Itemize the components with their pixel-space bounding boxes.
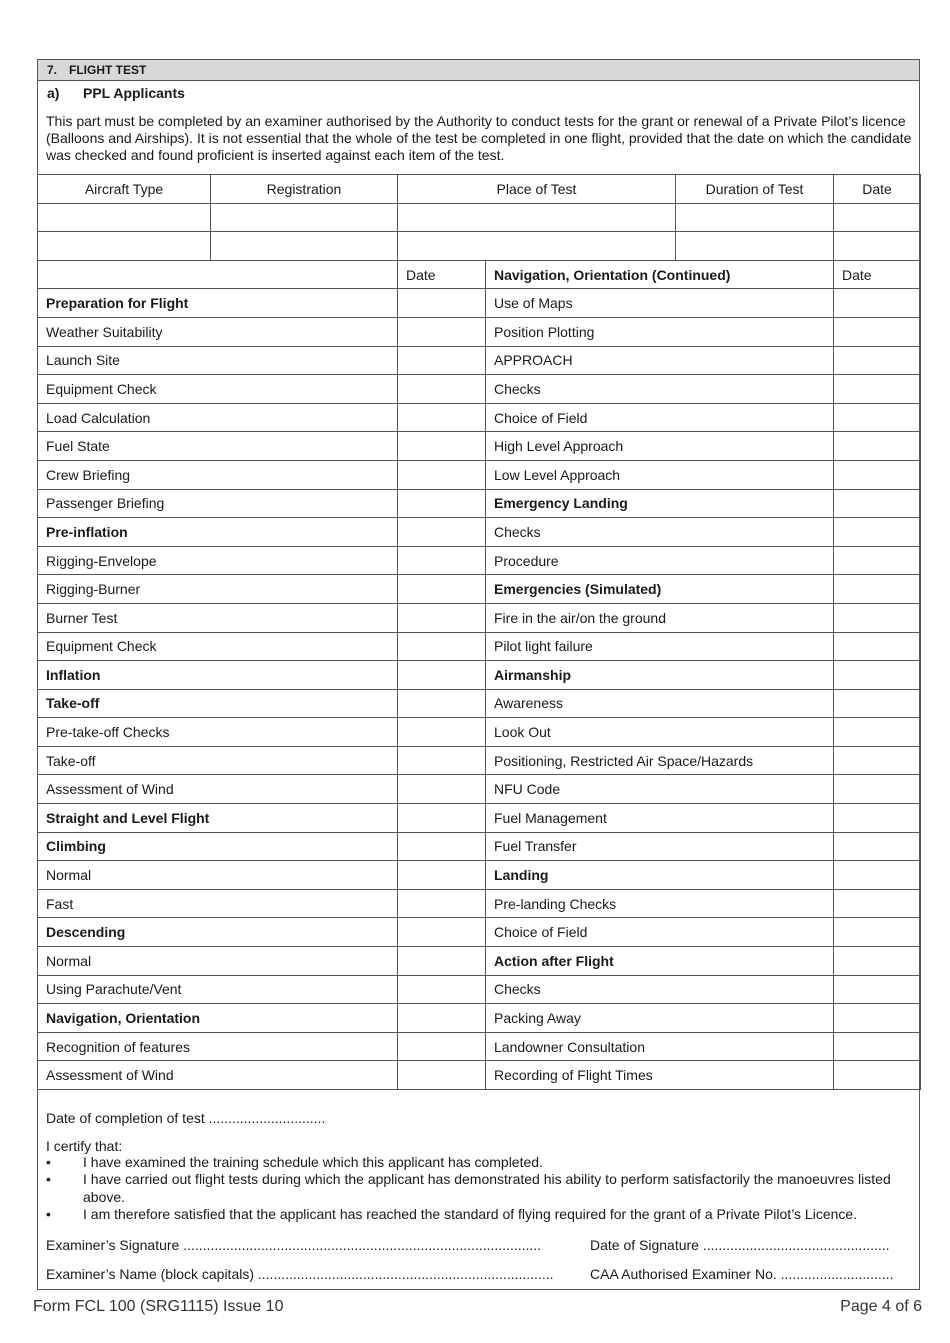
checklist-row xyxy=(38,947,921,976)
left-date-cell[interactable] xyxy=(398,603,486,632)
right-section-title: Navigation, Orientation (Continued) xyxy=(486,260,834,289)
checklist-item-left: Rigging-Envelope xyxy=(38,546,398,575)
checklist-item-right: Fuel Management xyxy=(486,804,834,833)
checklist-item-right: Awareness xyxy=(486,689,834,718)
left-date-cell[interactable] xyxy=(398,861,486,890)
checklist-item-right: Landowner Consultation xyxy=(486,1032,834,1061)
right-date-cell[interactable] xyxy=(834,1061,921,1090)
completion-date-line[interactable]: Date of completion of test .............................. xyxy=(46,1110,326,1126)
right-date-cell[interactable] xyxy=(834,746,921,775)
aircraft-type-header: Aircraft Type xyxy=(38,175,211,204)
left-date-cell[interactable] xyxy=(398,346,486,375)
right-date-cell[interactable] xyxy=(834,861,921,890)
left-date-cell[interactable] xyxy=(398,975,486,1004)
checklist-item-right: Checks xyxy=(486,518,834,547)
left-date-header: Date xyxy=(398,260,486,289)
certify-item: • I have carried out flight tests during which the applicant has demonstrated his ability to perform satisfactorily the manoeuvres listed above. xyxy=(46,1171,891,1205)
checklist-item-left: Pre-take-off Checks xyxy=(38,718,398,747)
checklist-item-right: Checks xyxy=(486,975,834,1004)
left-date-cell[interactable] xyxy=(398,947,486,976)
section-header xyxy=(38,60,919,81)
checklist-item-right: Pre-landing Checks xyxy=(486,889,834,918)
right-date-cell[interactable] xyxy=(834,947,921,976)
checklist-item-left: Fuel State xyxy=(38,432,398,461)
right-date-cell[interactable] xyxy=(834,775,921,804)
section-title: FLIGHT TEST xyxy=(69,63,147,77)
checklist-item-right: Low Level Approach xyxy=(486,460,834,489)
duration-cell[interactable] xyxy=(676,203,834,232)
left-date-cell[interactable] xyxy=(398,661,486,690)
checklist-row xyxy=(38,575,921,604)
checklist-item-left: Preparation for Flight xyxy=(38,289,398,318)
bullet-glyph: • xyxy=(46,1171,51,1188)
duration-cell[interactable] xyxy=(676,232,834,261)
checklist-item-left: Equipment Check xyxy=(38,632,398,661)
aircraft-type-cell[interactable] xyxy=(38,232,211,261)
right-date-cell[interactable] xyxy=(834,832,921,861)
left-date-cell[interactable] xyxy=(398,575,486,604)
left-date-cell[interactable] xyxy=(398,632,486,661)
right-date-cell[interactable] xyxy=(834,603,921,632)
checklist-row xyxy=(38,1004,921,1033)
place-of-test-cell[interactable] xyxy=(398,203,676,232)
checklist-item-left: Crew Briefing xyxy=(38,460,398,489)
registration-header: Registration xyxy=(211,175,398,204)
checklist-row xyxy=(38,603,921,632)
checklist-item-left: Fast xyxy=(38,889,398,918)
right-date-cell[interactable] xyxy=(834,375,921,404)
checklist-row xyxy=(38,375,921,404)
date-header: Date xyxy=(834,175,921,204)
right-date-cell[interactable] xyxy=(834,289,921,318)
right-date-cell[interactable] xyxy=(834,689,921,718)
checklist-item-right: Airmanship xyxy=(486,661,834,690)
checklist-item-right: Choice of Field xyxy=(486,403,834,432)
right-date-cell[interactable] xyxy=(834,918,921,947)
checklist-row xyxy=(38,432,921,461)
checklist-item-left: Inflation xyxy=(38,661,398,690)
checklist-item-right: Fuel Transfer xyxy=(486,832,834,861)
checklist-item-left: Normal xyxy=(38,947,398,976)
right-date-cell[interactable] xyxy=(834,432,921,461)
checklist-row xyxy=(38,746,921,775)
checklist-item-right: Recording of Flight Times xyxy=(486,1061,834,1090)
date-cell[interactable] xyxy=(834,232,921,261)
checklist-row xyxy=(38,689,921,718)
left-date-cell[interactable] xyxy=(398,432,486,461)
checklist-item-right: NFU Code xyxy=(486,775,834,804)
checklist-item-left: Launch Site xyxy=(38,346,398,375)
right-date-cell[interactable] xyxy=(834,460,921,489)
checklist-item-right: Choice of Field xyxy=(486,918,834,947)
flight-test-table xyxy=(37,174,921,1090)
checklist-item-left: Navigation, Orientation xyxy=(38,1004,398,1033)
right-date-cell[interactable] xyxy=(834,575,921,604)
right-date-cell[interactable] xyxy=(834,403,921,432)
checklist-item-right: Look Out xyxy=(486,718,834,747)
caa-number-field[interactable]: CAA Authorised Examiner No. ............................. xyxy=(590,1266,894,1282)
checklist-row xyxy=(38,918,921,947)
subsection-heading xyxy=(47,85,185,101)
place-of-test-cell[interactable] xyxy=(398,232,676,261)
right-date-cell[interactable] xyxy=(834,632,921,661)
left-date-cell[interactable] xyxy=(398,289,486,318)
right-date-cell[interactable] xyxy=(834,718,921,747)
checklist-row xyxy=(38,861,921,890)
left-date-cell[interactable] xyxy=(398,489,486,518)
right-date-cell[interactable] xyxy=(834,661,921,690)
checklist-item-right: High Level Approach xyxy=(486,432,834,461)
aircraft-type-cell[interactable] xyxy=(38,203,211,232)
form-reference: Form FCL 100 (SRG1115) Issue 10 xyxy=(33,1298,284,1315)
right-date-header: Date xyxy=(834,260,921,289)
bullet-glyph: • xyxy=(46,1205,51,1222)
checklist-item-right: Landing xyxy=(486,861,834,890)
checklist-row xyxy=(38,460,921,489)
checklist-row xyxy=(38,546,921,575)
subsection-letter: a) xyxy=(47,85,60,101)
checklist-item-right: APPROACH xyxy=(486,346,834,375)
date-cell[interactable] xyxy=(834,203,921,232)
left-date-cell[interactable] xyxy=(398,689,486,718)
aircraft-header-row xyxy=(38,175,921,204)
checklist-item-left: Equipment Check xyxy=(38,375,398,404)
checklist-item-right: Procedure xyxy=(486,546,834,575)
checklist-row xyxy=(38,489,921,518)
checklist-item-left: Recognition of features xyxy=(38,1032,398,1061)
aircraft-entry-row xyxy=(38,232,921,261)
right-date-cell[interactable] xyxy=(834,1004,921,1033)
left-date-cell[interactable] xyxy=(398,317,486,346)
left-date-cell[interactable] xyxy=(398,746,486,775)
right-date-cell[interactable] xyxy=(834,518,921,547)
checklist-item-right: Use of Maps xyxy=(486,289,834,318)
checklist-item-left: Climbing xyxy=(38,832,398,861)
checklist-item-left: Normal xyxy=(38,861,398,890)
left-date-cell[interactable] xyxy=(398,889,486,918)
checklist-item-left: Rigging-Burner xyxy=(38,575,398,604)
checklist-item-left: Take-off xyxy=(38,746,398,775)
checklist-row xyxy=(38,661,921,690)
left-date-cell[interactable] xyxy=(398,460,486,489)
right-date-cell[interactable] xyxy=(834,346,921,375)
left-date-cell[interactable] xyxy=(398,1032,486,1061)
left-date-cell[interactable] xyxy=(398,375,486,404)
registration-cell[interactable] xyxy=(211,232,398,261)
checklist-row xyxy=(38,718,921,747)
duration-header: Duration of Test xyxy=(676,175,834,204)
checklist-item-right: Checks xyxy=(486,375,834,404)
left-date-cell[interactable] xyxy=(398,718,486,747)
checklist-item-left: Using Parachute/Vent xyxy=(38,975,398,1004)
right-date-cell[interactable] xyxy=(834,546,921,575)
left-date-cell[interactable] xyxy=(398,775,486,804)
left-blank-header xyxy=(38,260,398,289)
checklist-item-left: Load Calculation xyxy=(38,403,398,432)
checklist-header-row xyxy=(38,260,921,289)
checklist-row xyxy=(38,289,921,318)
left-date-cell[interactable] xyxy=(398,918,486,947)
right-date-cell[interactable] xyxy=(834,804,921,833)
left-date-cell[interactable] xyxy=(398,546,486,575)
checklist-item-left: Burner Test xyxy=(38,603,398,632)
checklist-item-right: Action after Flight xyxy=(486,947,834,976)
right-date-cell[interactable] xyxy=(834,1032,921,1061)
left-date-cell[interactable] xyxy=(398,403,486,432)
checklist-row xyxy=(38,346,921,375)
checklist-row xyxy=(38,403,921,432)
left-date-cell[interactable] xyxy=(398,518,486,547)
checklist-item-left: Pre-inflation xyxy=(38,518,398,547)
checklist-row xyxy=(38,889,921,918)
left-date-cell[interactable] xyxy=(398,1004,486,1033)
checklist-row xyxy=(38,317,921,346)
checklist-item-left: Descending xyxy=(38,918,398,947)
place-of-test-header: Place of Test xyxy=(398,175,676,204)
checklist-row xyxy=(38,975,921,1004)
page-number: Page 4 of 6 xyxy=(840,1298,922,1315)
right-date-cell[interactable] xyxy=(834,317,921,346)
checklist-row xyxy=(38,804,921,833)
checklist-row xyxy=(38,832,921,861)
date-of-signature-field[interactable]: Date of Signature ................................................ xyxy=(590,1237,890,1253)
registration-cell[interactable] xyxy=(211,203,398,232)
checklist-row xyxy=(38,775,921,804)
bullet-glyph: • xyxy=(46,1154,51,1170)
checklist-item-left: Take-off xyxy=(38,689,398,718)
checklist-item-right: Fire in the air/on the ground xyxy=(486,603,834,632)
left-date-cell[interactable] xyxy=(398,1061,486,1090)
certify-list xyxy=(46,1154,918,1223)
certify-label: I certify that: xyxy=(46,1138,123,1154)
checklist-row xyxy=(38,1061,921,1090)
examiner-signature-field[interactable]: Examiner’s Signature ............................................................................................ xyxy=(46,1237,542,1253)
examiner-name-field[interactable]: Examiner’s Name (block capitals) ............................................................................ xyxy=(46,1266,554,1282)
section-number: 7. xyxy=(47,63,58,77)
left-date-cell[interactable] xyxy=(398,832,486,861)
intro-paragraph: This part must be completed by an examiner authorised by the Authority to conduct tests for the grant or renewal of a Private Pilot’s licence (Balloons and Airships). It is not essential that the whole of the test be completed in one flight, provided that the date on which the candidate was checked and found proficient is inserted against each item of the test. xyxy=(46,113,912,163)
checklist-item-left: Passenger Briefing xyxy=(38,489,398,518)
certify-item: • I am therefore satisfied that the applicant has reached the standard of flying required for the grant of a Private Pilot’s Licence. xyxy=(46,1205,858,1222)
checklist-row xyxy=(38,518,921,547)
aircraft-entry-row xyxy=(38,203,921,232)
checklist-item-left: Straight and Level Flight xyxy=(38,804,398,833)
certify-item: • I have examined the training schedule which this applicant has completed. xyxy=(46,1154,543,1170)
checklist-item-right: Packing Away xyxy=(486,1004,834,1033)
checklist-item-right: Pilot light failure xyxy=(486,632,834,661)
right-date-cell[interactable] xyxy=(834,889,921,918)
checklist-item-left: Weather Suitability xyxy=(38,317,398,346)
checklist-item-right: Emergency Landing xyxy=(486,489,834,518)
subsection-title: PPL Applicants xyxy=(83,85,185,101)
flight-test-form xyxy=(37,59,920,1290)
checklist-row xyxy=(38,1032,921,1061)
left-date-cell[interactable] xyxy=(398,804,486,833)
checklist-row xyxy=(38,632,921,661)
checklist-item-left: Assessment of Wind xyxy=(38,1061,398,1090)
checklist-item-right: Emergencies (Simulated) xyxy=(486,575,834,604)
checklist-item-right: Positioning, Restricted Air Space/Hazards xyxy=(486,746,834,775)
right-date-cell[interactable] xyxy=(834,489,921,518)
right-date-cell[interactable] xyxy=(834,975,921,1004)
checklist-item-right: Position Plotting xyxy=(486,317,834,346)
checklist-item-left: Assessment of Wind xyxy=(38,775,398,804)
